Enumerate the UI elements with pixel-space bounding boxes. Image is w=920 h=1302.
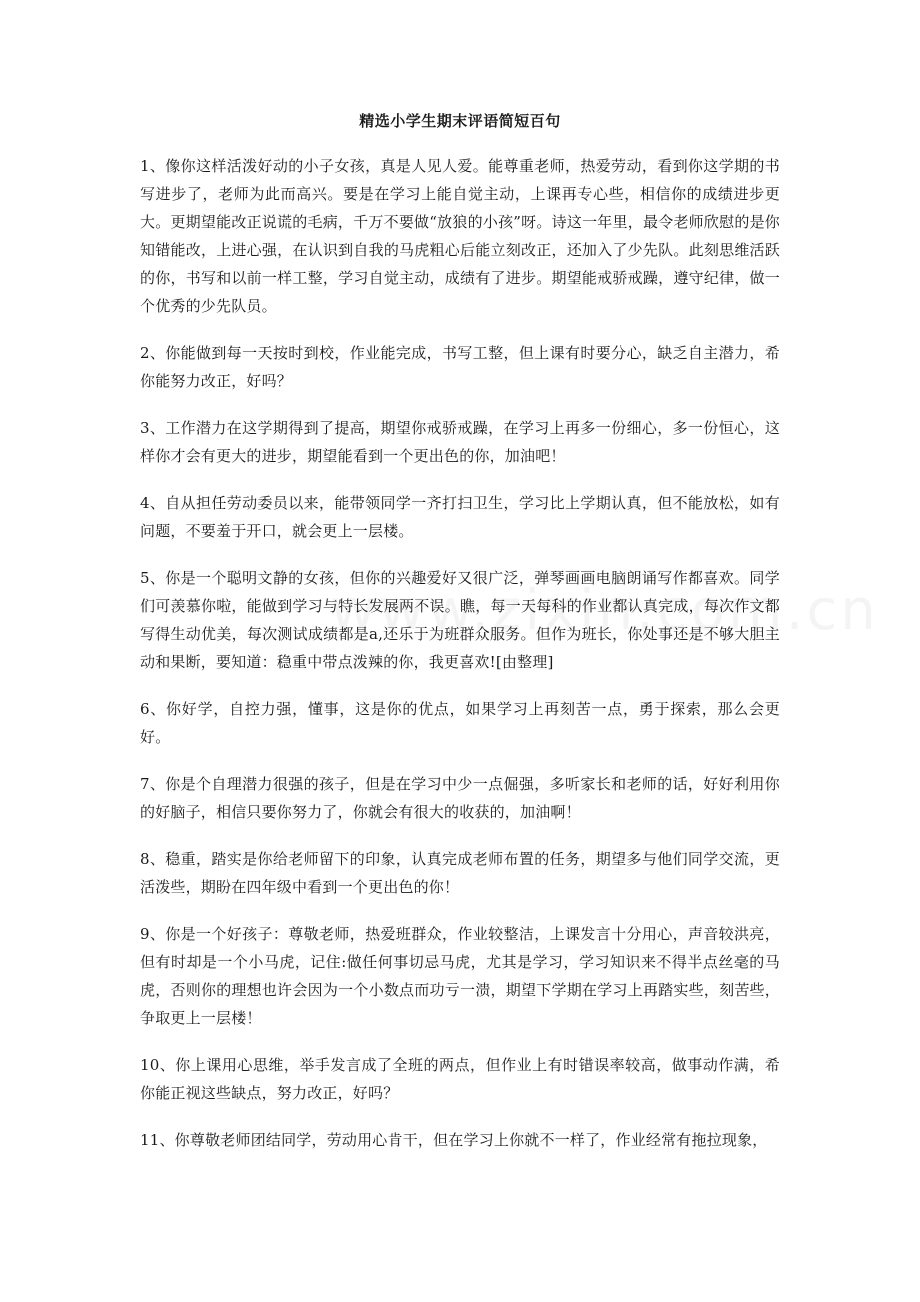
paragraph-7: 7、你是个自理潜力很强的孩子，但是在学习中少一点倔强，多听家长和老师的话，好好利用你的好脑子，相信只要你努力了，你就会有很大的收获的，加油啊！ [140,775,780,821]
paragraph-9: 9、你是一个好孩子：尊敬老师，热爱班群众，作业较整洁，上课发言十分用心，声音较洪亮，但有时却是一个小马虎，记住:做任何事切忌马虎，尤其是学习，学习知识来不得半点丝毫的马虎，否则你的理想也许会因为一个小数点而功亏一溃，期望下学期在学习上再踏实些，刻苦些，争取更上一层楼！ [140,925,780,1027]
document-title: 精选小学生期末评语简短百句 [359,112,561,130]
paragraph-11: 11、你尊敬老师团结同学，劳动用心肯干，但在学习上你就不一样了，作业经常有拖拉现象， [140,1131,768,1149]
paragraph-4: 4、自从担任劳动委员以来，能带领同学一齐打扫卫生，学习比上学期认真，但不能放松，如有问题，不要羞于开口，就会更上一层楼。 [140,494,780,540]
paragraph-2: 2、你能做到每一天按时到校，作业能完成，书写工整，但上课有时要分心，缺乏自主潜力，希你能努力改正，好吗？ [140,344,780,390]
paragraph-10: 10、你上课用心思维，举手发言成了全班的两点，但作业上有时错误率较高，做事动作满，希你能正视这些缺点，努力改正，好吗？ [140,1056,780,1102]
paragraph-6: 6、你好学，自控力强，懂事，这是你的优点，如果学习上再刻苦一点，勇于探索，那么会更好。 [140,700,780,746]
paragraph-5: 5、你是一个聪明文静的女孩，但你的兴趣爱好又很广泛，弹琴画画电脑朗诵写作都喜欢。同学们可羡慕你啦，能做到学习与特长发展两不误。瞧，每一天每科的作业都认真完成，每次作文都写得生动优美，每次测试成绩都是a,还乐于为班群众服务。但作为班长，你处事还是不够大胆主动和果断，要知道：稳重中带点泼辣的你，我更喜欢![由整理] [140,569,780,671]
document-body [140,152,780,1173]
paragraph-8: 8、稳重，踏实是你给老师留下的印象，认真完成老师布置的任务，期望多与他们同学交流，更活泼些，期盼在四年级中看到一个更出色的你！ [140,850,780,896]
paragraph-3: 3、工作潜力在这学期得到了提高，期望你戒骄戒躁，在学习上再多一份细心，多一份恒心，这样你才会有更大的进步，期望能看到一个更出色的你，加油吧！ [140,419,780,465]
paragraph-1: 1、像你这样活泼好动的小子女孩，真是人见人爱。能尊重老师，热爱劳动，看到你这学期的书写进步了，老师为此而高兴。要是在学习上能自觉主动，上课再专心些，相信你的成绩进步更大。更期望能改正说谎的毛病，千万不要做“放狼的小孩”呀。诗这一年里，最令老师欣慰的是你知错能改，上进心强，在认识到自我的马虎粗心后能立刻改正，还加入了少先队。此刻思维活跃的你，书写和以前一样工整，学习自觉主动，成绩有了进步。期望能戒骄戒躁，遵守纪律，做一个优秀的少先队员。 [140,157,780,315]
